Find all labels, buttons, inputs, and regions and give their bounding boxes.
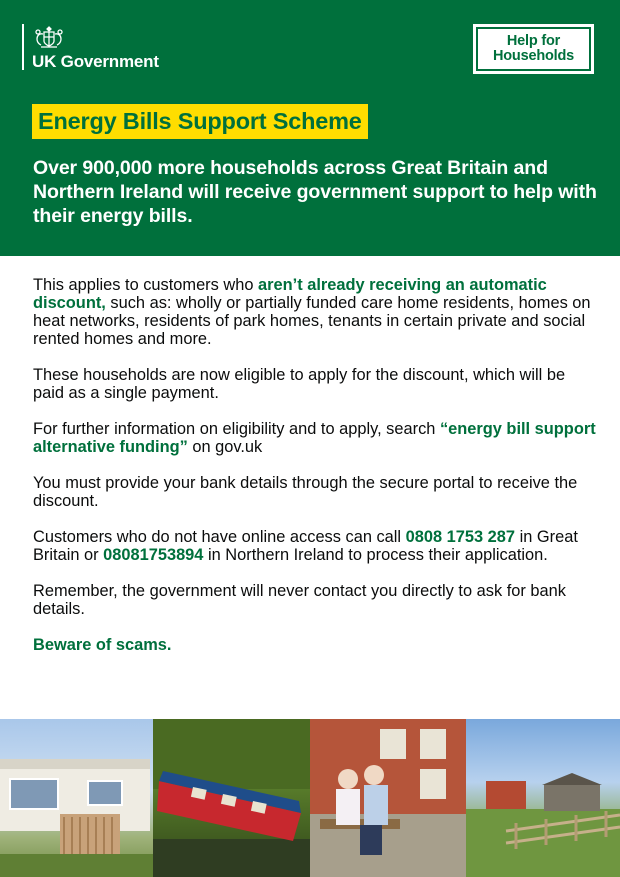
paragraph-further-information: For further information on eligibility and to apply, search “energy bill support alternative funding” on gov.uk	[33, 420, 596, 456]
paragraph-single-payment: These households are now eligible to apply for the discount, which will be paid as a single payment.	[33, 366, 566, 402]
highlight-automatic-discount: aren’t already receiving an automatic discount,	[33, 276, 547, 312]
care-home-illustration	[310, 719, 466, 877]
intro-text: Over 900,000 more households across Great Britain and Northern Ireland will receive government support to help with their energy bills.	[33, 157, 597, 227]
paragraph-eligible-customers: This applies to customers who aren’t already receiving an automatic discount, such as: wholly or partially funded care home residents, homes on heat networks, residents of park homes, tenants in certain private and social rented homes and more.	[33, 276, 591, 348]
photo-narrowboat	[153, 719, 310, 877]
header-banner	[0, 0, 620, 256]
phone-number-gb: 0808 1753 287	[405, 528, 516, 546]
paragraph-remember: Remember, the government will never contact you directly to ask for bank details.	[33, 582, 566, 618]
phone-number-ni: 08081753894	[103, 546, 204, 564]
park-home-illustration	[0, 719, 153, 877]
royal-crest-icon	[33, 24, 65, 50]
help-for-households-badge	[473, 24, 594, 74]
page-title: Energy Bills Support Scheme	[32, 104, 368, 139]
farm-illustration	[466, 719, 620, 877]
body-content	[33, 276, 598, 654]
photo-farm-buildings	[466, 719, 620, 877]
gov-logo-text: UK Government	[32, 52, 159, 71]
paragraph-phone-numbers: Customers who do not have online access can call 0808 1753 287 in Great Britain or 08081753894 in Northern Ireland to process their application.	[33, 528, 578, 564]
badge-line-2: Households	[493, 48, 574, 64]
beware-of-scams: Beware of scams.	[33, 636, 172, 654]
paragraph-bank-details: You must provide your bank details through the secure portal to receive the discount.	[33, 474, 578, 510]
badge-line-1: Help for	[506, 33, 561, 49]
photo-strip	[0, 719, 620, 877]
photo-park-home	[0, 719, 153, 877]
uk-government-logo	[22, 24, 159, 71]
search-term: “energy bill support alternative funding”	[33, 420, 596, 456]
photo-care-home-couple	[310, 719, 466, 877]
narrowboat-illustration	[153, 719, 310, 877]
